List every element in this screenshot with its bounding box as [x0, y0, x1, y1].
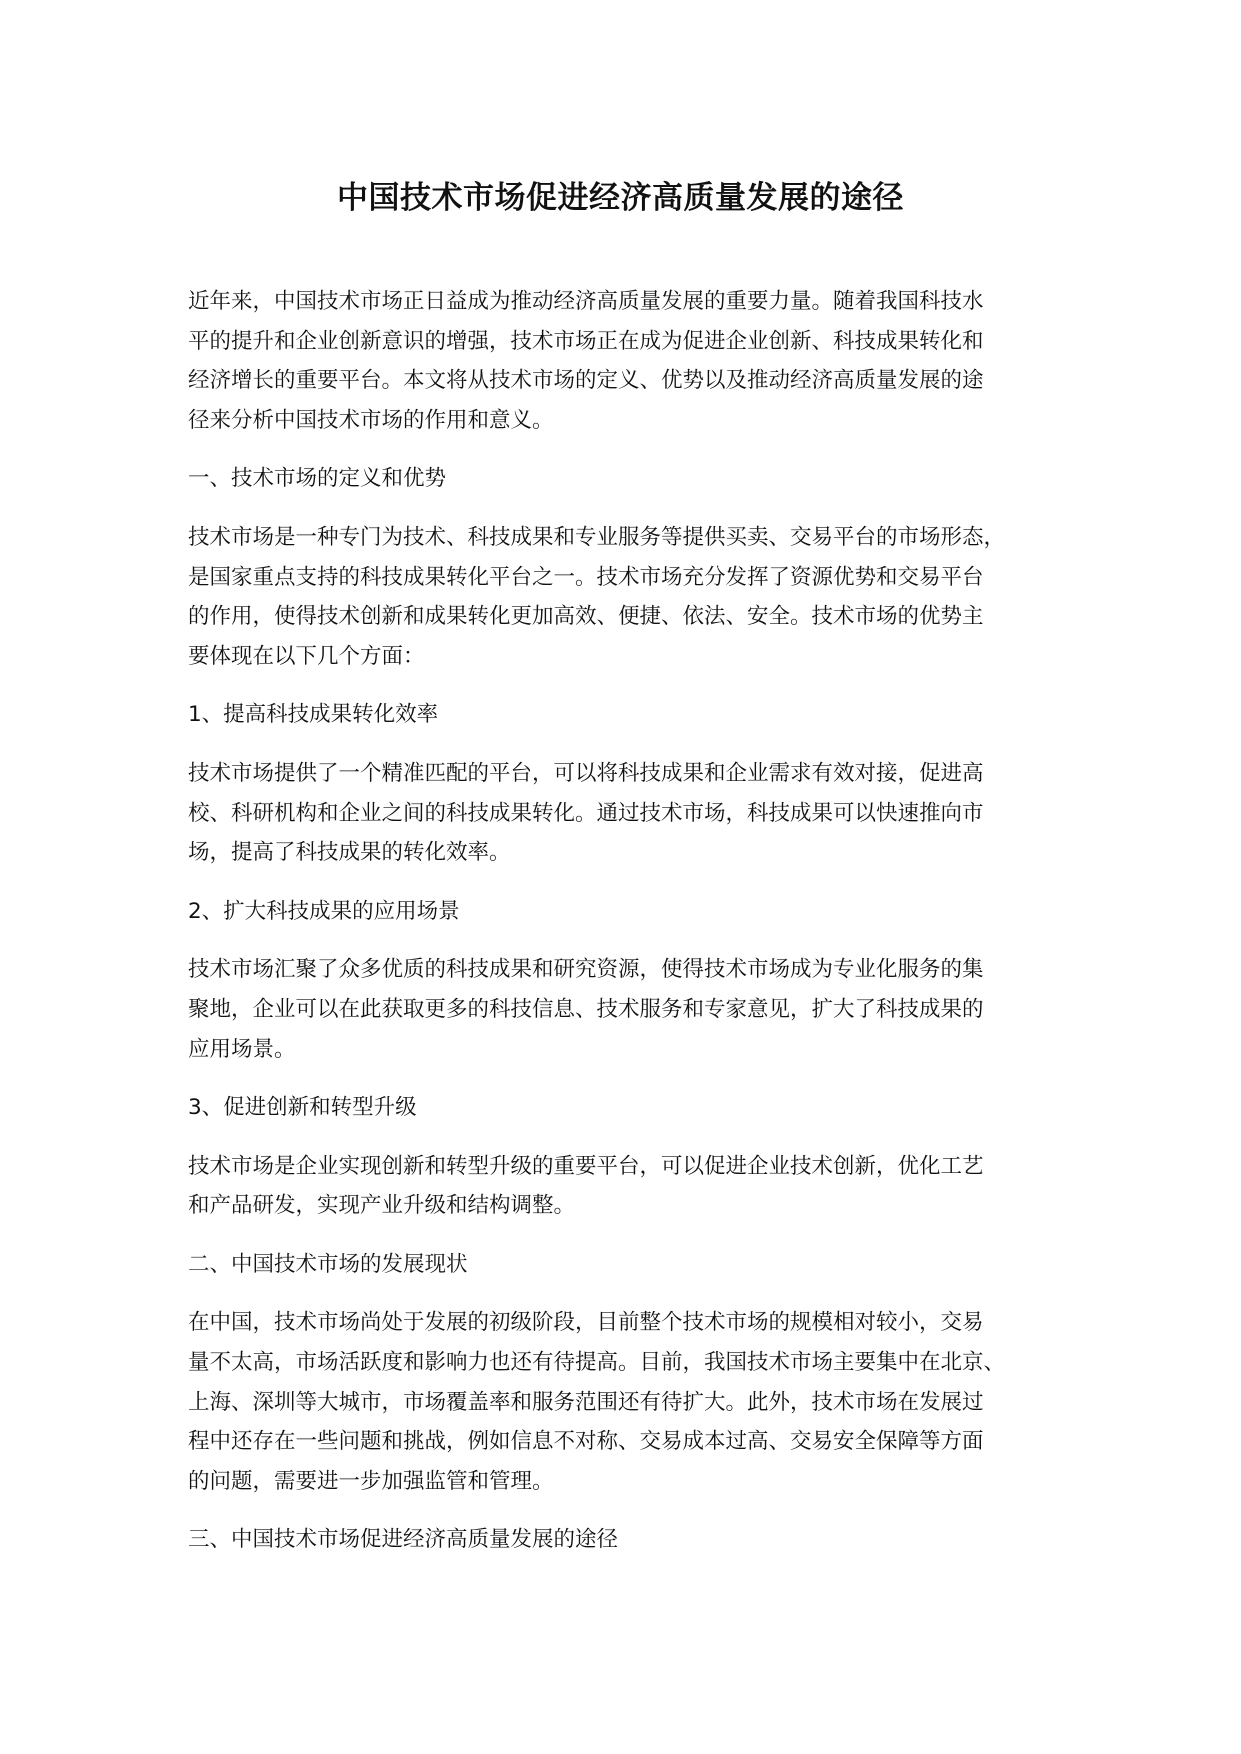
text-line: 是国家重点支持的科技成果转化平台之一。技术市场充分发挥了资源优势和交易平台	[188, 564, 984, 590]
text-line: 聚地，企业可以在此获取更多的科技信息、技术服务和专家意见，扩大了科技成果的	[188, 996, 984, 1022]
text-line: 技术市场提供了一个精准匹配的平台，可以将科技成果和企业需求有效对接，促进高	[188, 760, 984, 786]
text-line: 径来分析中国技术市场的作用和意义。	[188, 407, 554, 433]
document-title: 中国技术市场促进经济高质量发展的途径	[337, 180, 904, 216]
section-heading	[188, 695, 1068, 735]
text-line: 一、技术市场的定义和优势	[188, 466, 447, 492]
paragraph	[188, 950, 1068, 1069]
text-line: 场，提高了科技成果的转化效率。	[188, 840, 511, 866]
text-line: 在中国，技术市场尚处于发展的初级阶段，目前整个技术市场的规模相对较小，交易	[188, 1310, 984, 1336]
paragraph	[188, 754, 1068, 873]
text-line: 经济增长的重要平台。本文将从技术市场的定义、优势以及推动经济高质量发展的途	[188, 368, 984, 394]
paragraph	[188, 518, 1068, 676]
text-line: 和产品研发，实现产业升级和结构调整。	[188, 1193, 576, 1219]
text-line: 3、促进创新和转型升级	[188, 1095, 417, 1121]
text-line: 上海、深圳等大城市，市场覆盖率和服务范围还有待扩大。此外，技术市场在发展过	[188, 1389, 984, 1415]
paragraph	[188, 1147, 1068, 1226]
text-line: 近年来，中国技术市场正日益成为推动经济高质量发展的重要力量。随着我国科技水	[188, 289, 984, 314]
text-line: 的作用，使得技术创新和成果转化更加高效、便捷、依法、安全。技术市场的优势主	[188, 604, 984, 630]
paragraph	[188, 282, 1068, 440]
text-line: 技术市场是一种专门为技术、科技成果和专业服务等提供买卖、交易平台的市场形态，	[188, 524, 1006, 550]
section-heading	[188, 1245, 1068, 1285]
section-heading	[188, 1520, 1068, 1560]
text-line: 校、科研机构和企业之间的科技成果转化。通过技术市场，科技成果可以快速推向市	[188, 800, 984, 826]
text-line: 量不太高，市场活跃度和影响力也还有待提高。目前，我国技术市场主要集中在北京、	[188, 1350, 1006, 1376]
section-heading	[188, 459, 1068, 499]
section-heading	[188, 1088, 1068, 1128]
text-line: 平的提升和企业创新意识的增强，技术市场正在成为促进企业创新、科技成果转化和	[188, 328, 984, 354]
text-line: 三、中国技术市场促进经济高质量发展的途径	[188, 1527, 619, 1553]
text-line: 技术市场是企业实现创新和转型升级的重要平台，可以促进企业技术创新，优化工艺	[188, 1153, 984, 1179]
text-line: 技术市场汇聚了众多优质的科技成果和研究资源，使得技术市场成为专业化服务的集	[188, 957, 984, 983]
text-line: 程中还存在一些问题和挑战，例如信息不对称、交易成本过高、交易安全保障等方面	[188, 1429, 984, 1455]
text-line: 2、扩大科技成果的应用场景	[188, 898, 460, 924]
text-line: 的问题，需要进一步加强监管和管理。	[188, 1468, 554, 1494]
text-line: 二、中国技术市场的发展现状	[188, 1251, 468, 1277]
document-body	[188, 282, 1068, 1579]
text-line: 要体现在以下几个方面：	[188, 643, 425, 669]
text-line: 1、提高科技成果转化效率	[188, 702, 439, 728]
section-heading	[188, 892, 1068, 932]
text-line: 应用场景。	[188, 1036, 296, 1062]
paragraph	[188, 1303, 1068, 1501]
